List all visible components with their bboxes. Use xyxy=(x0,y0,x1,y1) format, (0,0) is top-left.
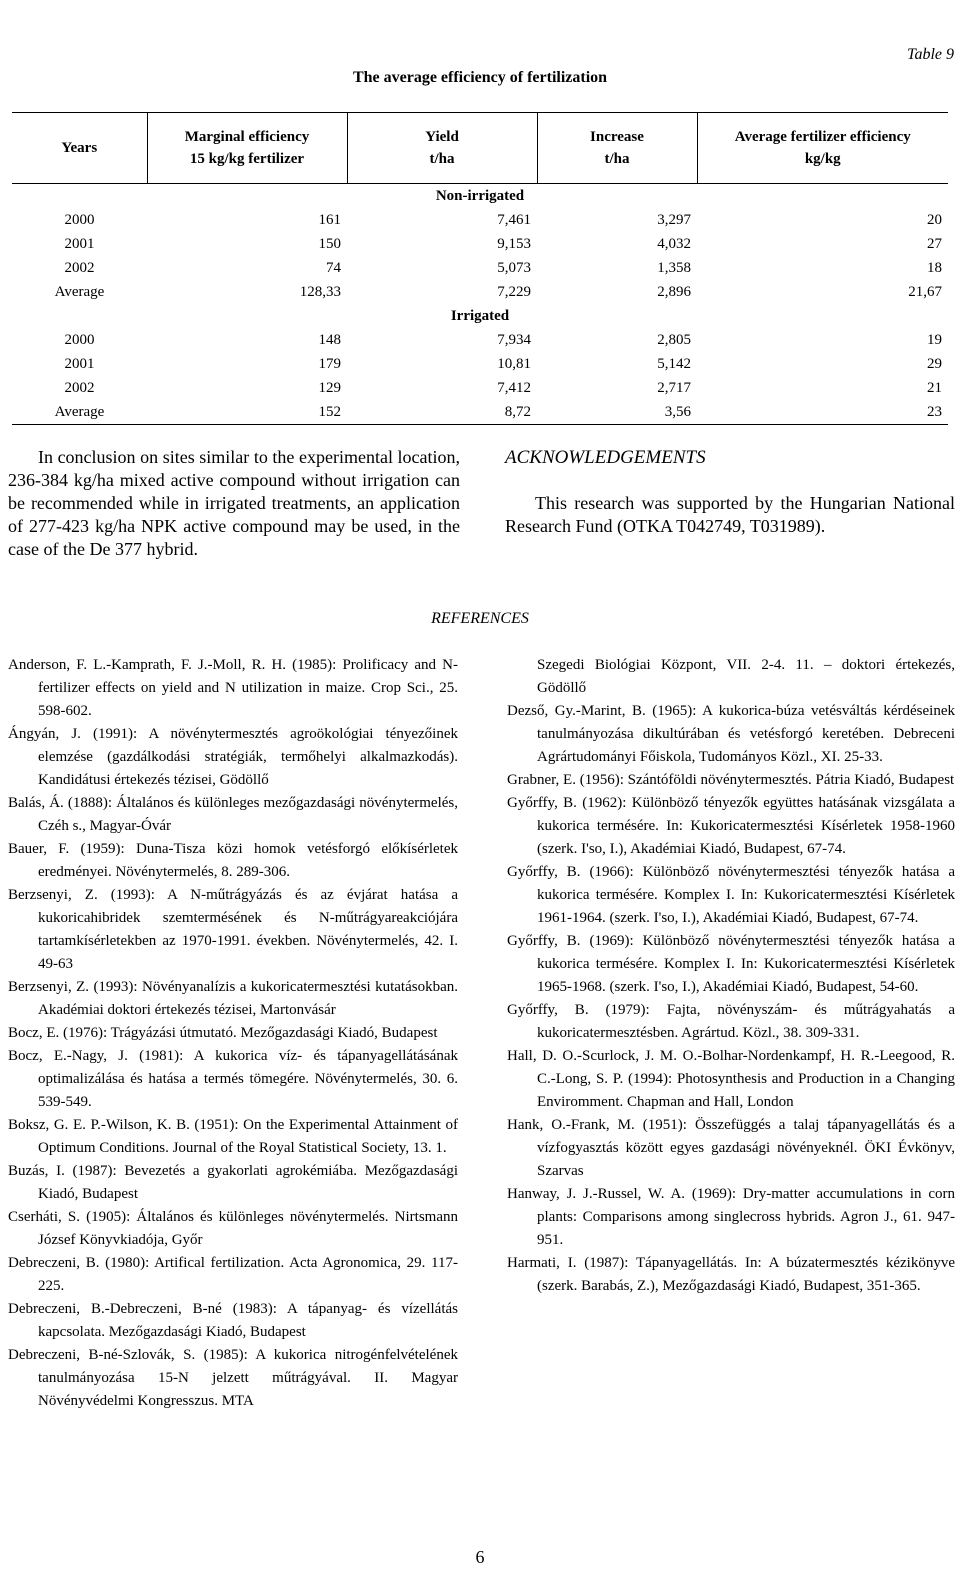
table-cell: 2,717 xyxy=(657,380,691,396)
section-row xyxy=(12,184,948,209)
reference-item: Harmati, I. (1987): Tápanyagellátás. In: A búzatermesztés kézikönyve (szerk. Barabás, Z.), Mezőgazdasági Kiadó, Budapest, 351-365. xyxy=(507,1255,955,1294)
table-row xyxy=(12,328,948,352)
table-cell: 129 xyxy=(318,380,341,396)
table-cell: 10,81 xyxy=(497,356,531,372)
reference-item: Berzsenyi, Z. (1993): Növényanalízis a kukoricatermesztési kutatásokban. Akadémiai doktori értekezés tézisei, Martonvásár xyxy=(8,979,458,1018)
table-cell: 23 xyxy=(697,400,948,425)
table-cell: 3,56 xyxy=(537,400,697,425)
section-title: Irrigated xyxy=(450,308,510,324)
header-years: Years xyxy=(12,113,147,184)
references-right-column xyxy=(507,654,955,1298)
reference-item: Győrffy, B. (1979): Fajta, növényszám- és műtrágyahatás a kukoricatermesztésben. Agrártud. Közl., 38. 309-331. xyxy=(507,1002,955,1041)
table-row xyxy=(12,280,948,304)
reference-item: Dezső, Gy.-Marint, B. (1965): A kukorica-búza vetésváltás kérdéseinek tanulmányozása dikultúrában és vetésforgó keretében. Debreceni Agrártudományi Főiskola, Tudományos Közl., XI. 25-33. xyxy=(507,703,955,765)
reference-item: Győrffy, B. (1962): Különböző tényezők együttes hatásának vizsgálata a kukorica termésére. In: Kukoricatermesztési Kísérletek 1958-1960 (szerk. I'so, I.), Akadémiai Kiadó, Budapest, 67-74. xyxy=(507,795,955,857)
table-cell: 19 xyxy=(927,332,942,348)
table-cell: 1,358 xyxy=(657,260,691,276)
reference-item: Bocz, E. (1976): Trágyázási útmutató. Mezőgazdasági Kiadó, Budapest xyxy=(8,1025,438,1041)
reference-item: Anderson, F. L.-Kamprath, F. J.-Moll, R. H. (1985): Prolificacy and N-fertilizer effects on yield and N utilization in maize. Crop Sci., 25. 598-602. xyxy=(8,657,458,719)
reference-item: Hall, D. O.-Scurlock, J. M. O.-Bolhar-Nordenkampf, H. R.-Leegood, R. C.-Long, S. P. (1994): Photosynthesis and Production in a Changing Enviromment. Chapman and Hall, London xyxy=(507,1048,955,1110)
row-label: Average xyxy=(12,400,147,425)
section-row xyxy=(12,304,948,328)
header-avg-fertilizer-efficiency: Average fertilizer efficiency kg/kg xyxy=(697,113,948,184)
references-heading: REFERENCES xyxy=(431,610,529,627)
reference-item: Debreczeni, B-né-Szlovák, S. (1985): A kukorica nitrogénfelvételének tanulmányozása 15-N jelzett műtrágyával. II. Magyar Növényvédelmi Kongresszus. MTA xyxy=(8,1347,458,1409)
reference-item: Ángyán, J. (1991): A növénytermesztés agroökológiai tényezőinek elemzése (gazdálkodási stratégiák, termőhelyi alkalmazkodás). Kandidátusi értekezés tézisei, Gödöllő xyxy=(8,726,458,788)
row-label: 2002 xyxy=(64,380,95,396)
table-cell: 2,896 xyxy=(657,284,691,300)
table-cell: 74 xyxy=(326,260,341,276)
acknowledgements-heading: ACKNOWLEDGEMENTS xyxy=(505,447,706,468)
references-right-list xyxy=(507,700,955,1298)
row-label: 2000 xyxy=(64,332,95,348)
reference-item: Debreczeni, B.-Debreczeni, B-né (1983): A tápanyag- és vízellátás kapcsolata. Mezőgazdasági Kiadó, Budapest xyxy=(8,1301,458,1340)
row-label: 2002 xyxy=(64,260,95,276)
references-left-column xyxy=(8,654,458,1413)
reference-item: Hank, O.-Frank, M. (1951): Összefüggés a talaj tápanyagellátás és a vízfogyasztás között egyes gazdasági növényeknél. ÖKI Évkönyv, Szarvas xyxy=(507,1117,955,1179)
reference-item: Cserháti, S. (1905): Általános és különleges növénytermelés. Nirtsmann József Könyvkiadója, Győr xyxy=(8,1209,458,1248)
page-number: 6 xyxy=(475,1547,485,1567)
row-label: 2001 xyxy=(64,236,95,252)
table-cell: 148 xyxy=(318,332,341,348)
table-cell: 5,142 xyxy=(657,356,691,372)
row-label: Average xyxy=(54,284,105,300)
table-row xyxy=(12,376,948,400)
header-yield: Yield t/ha xyxy=(347,113,537,184)
table-cell: 179 xyxy=(318,356,341,372)
table-cell: 21 xyxy=(927,380,942,396)
fertilization-efficiency-table xyxy=(12,112,948,425)
table-row xyxy=(12,208,948,232)
table-cell: 20 xyxy=(927,212,942,228)
table-row xyxy=(12,232,948,256)
table-cell: 29 xyxy=(927,356,942,372)
table-row xyxy=(12,256,948,280)
table-cell: 161 xyxy=(318,212,341,228)
section-title: Non-irrigated xyxy=(435,188,525,204)
table-cell: 2,805 xyxy=(657,332,691,348)
table-header xyxy=(12,113,948,184)
reference-item: Hanway, J. J.-Russel, W. A. (1969): Dry-matter accumulations in corn plants: Comparisons among singlecross hybrids. Agron J., 61. 947-951. xyxy=(507,1186,955,1248)
row-label: 2001 xyxy=(64,356,95,372)
table-cell: 128,33 xyxy=(299,284,341,300)
reference-item: Balás, Á. (1888): Általános és különleges mezőgazdasági növénytermelés, Czéh s., Magyar-Óvár xyxy=(8,795,458,834)
reference-item: Boksz, G. E. P.-Wilson, K. B. (1951): On the Experimental Attainment of Optimum Conditions. Journal of the Royal Statistical Society, 13. 1. xyxy=(8,1117,458,1156)
reference-item: Bauer, F. (1959): Duna-Tisza közi homok vetésforgó előkísérletek eredményei. Növénytermelés, 8. 289-306. xyxy=(8,841,458,880)
acknowledgements-text: This research was supported by the Hungarian National Research Fund (OTKA T042749, T031989). xyxy=(505,493,955,536)
acknowledgements-column xyxy=(505,446,955,538)
reference-item: Berzsenyi, Z. (1993): A N-műtrágyázás és az évjárat hatása a kukoricahibridek szemtermésének és N-műtrágyareakciójára tartamkísérletekben az 1970-1991. években. Növénytermelés, 42. I. 49-63 xyxy=(8,887,458,972)
row-label: 2000 xyxy=(64,212,95,228)
table-cell: 5,073 xyxy=(497,260,531,276)
reference-continuation: Szegedi Biológiai Központ, VII. 2-4. 11. – doktori értekezés, Gödöllő xyxy=(537,657,955,696)
header-increase: Increase t/ha xyxy=(537,113,697,184)
table-cell: 7,412 xyxy=(497,380,531,396)
table-cell: 7,461 xyxy=(497,212,531,228)
table-cell: 7,934 xyxy=(497,332,531,348)
table-row xyxy=(12,352,948,376)
reference-item: Bocz, E.-Nagy, J. (1981): A kukorica víz- és tápanyagellátásának optimalizálása és hatása a termés tömegére. Növénytermelés, 30. 6. 539-549. xyxy=(8,1048,458,1110)
reference-item: Buzás, I. (1987): Bevezetés a gyakorlati agrokémiába. Mezőgazdasági Kiadó, Budapest xyxy=(8,1163,458,1202)
table-cell: 18 xyxy=(927,260,942,276)
table-cell: 7,229 xyxy=(497,284,531,300)
table-cell: 3,297 xyxy=(657,212,691,228)
reference-item: Grabner, E. (1956): Szántóföldi növénytermesztés. Pátria Kiadó, Budapest xyxy=(507,772,955,788)
reference-item: Győrffy, B. (1969): Különböző növénytermesztési tényezők hatása a kukorica termésére. Komplex I. In: Kukoricatermesztési Kísérletek 1965-1968. (szerk. I'so, I.), Akadémiai Kiadó, Budapest, 54-60. xyxy=(507,933,955,995)
table-body xyxy=(12,184,948,425)
table-cell: 27 xyxy=(927,236,942,252)
conclusion-paragraph: In conclusion on sites similar to the experimental location, 236-384 kg/ha mixed active compound without irrigation can be recommended while in irrigated treatments, an application of 277-423 kg/ha NPK active compound may be used, in the case of the De 377 hybrid. xyxy=(8,447,460,559)
table-label: Table 9 xyxy=(907,46,954,63)
table-cell: 21,67 xyxy=(908,284,942,300)
reference-item: Győrffy, B. (1966): Különböző növénytermesztési tényezők hatása a kukorica termésére. Komplex I. In: Kukoricatermesztési Kísérletek 1961-1964. (szerk. I'so, I.), Akadémiai Kiadó, Budapest, 67-74. xyxy=(507,864,955,926)
table-cell: 9,153 xyxy=(497,236,531,252)
table-title: The average efficiency of fertilization xyxy=(352,69,608,86)
reference-item: Debreczeni, B. (1980): Artifical fertilization. Acta Agronomica, 29. 117-225. xyxy=(8,1255,458,1294)
table-cell: 150 xyxy=(318,236,341,252)
table-row xyxy=(12,400,948,425)
table-cell: 4,032 xyxy=(657,236,691,252)
table-cell: 8,72 xyxy=(347,400,537,425)
table-cell: 152 xyxy=(147,400,347,425)
header-marginal-efficiency: Marginal efficiency 15 kg/kg fertilizer xyxy=(147,113,347,184)
conclusion-column xyxy=(8,446,460,561)
